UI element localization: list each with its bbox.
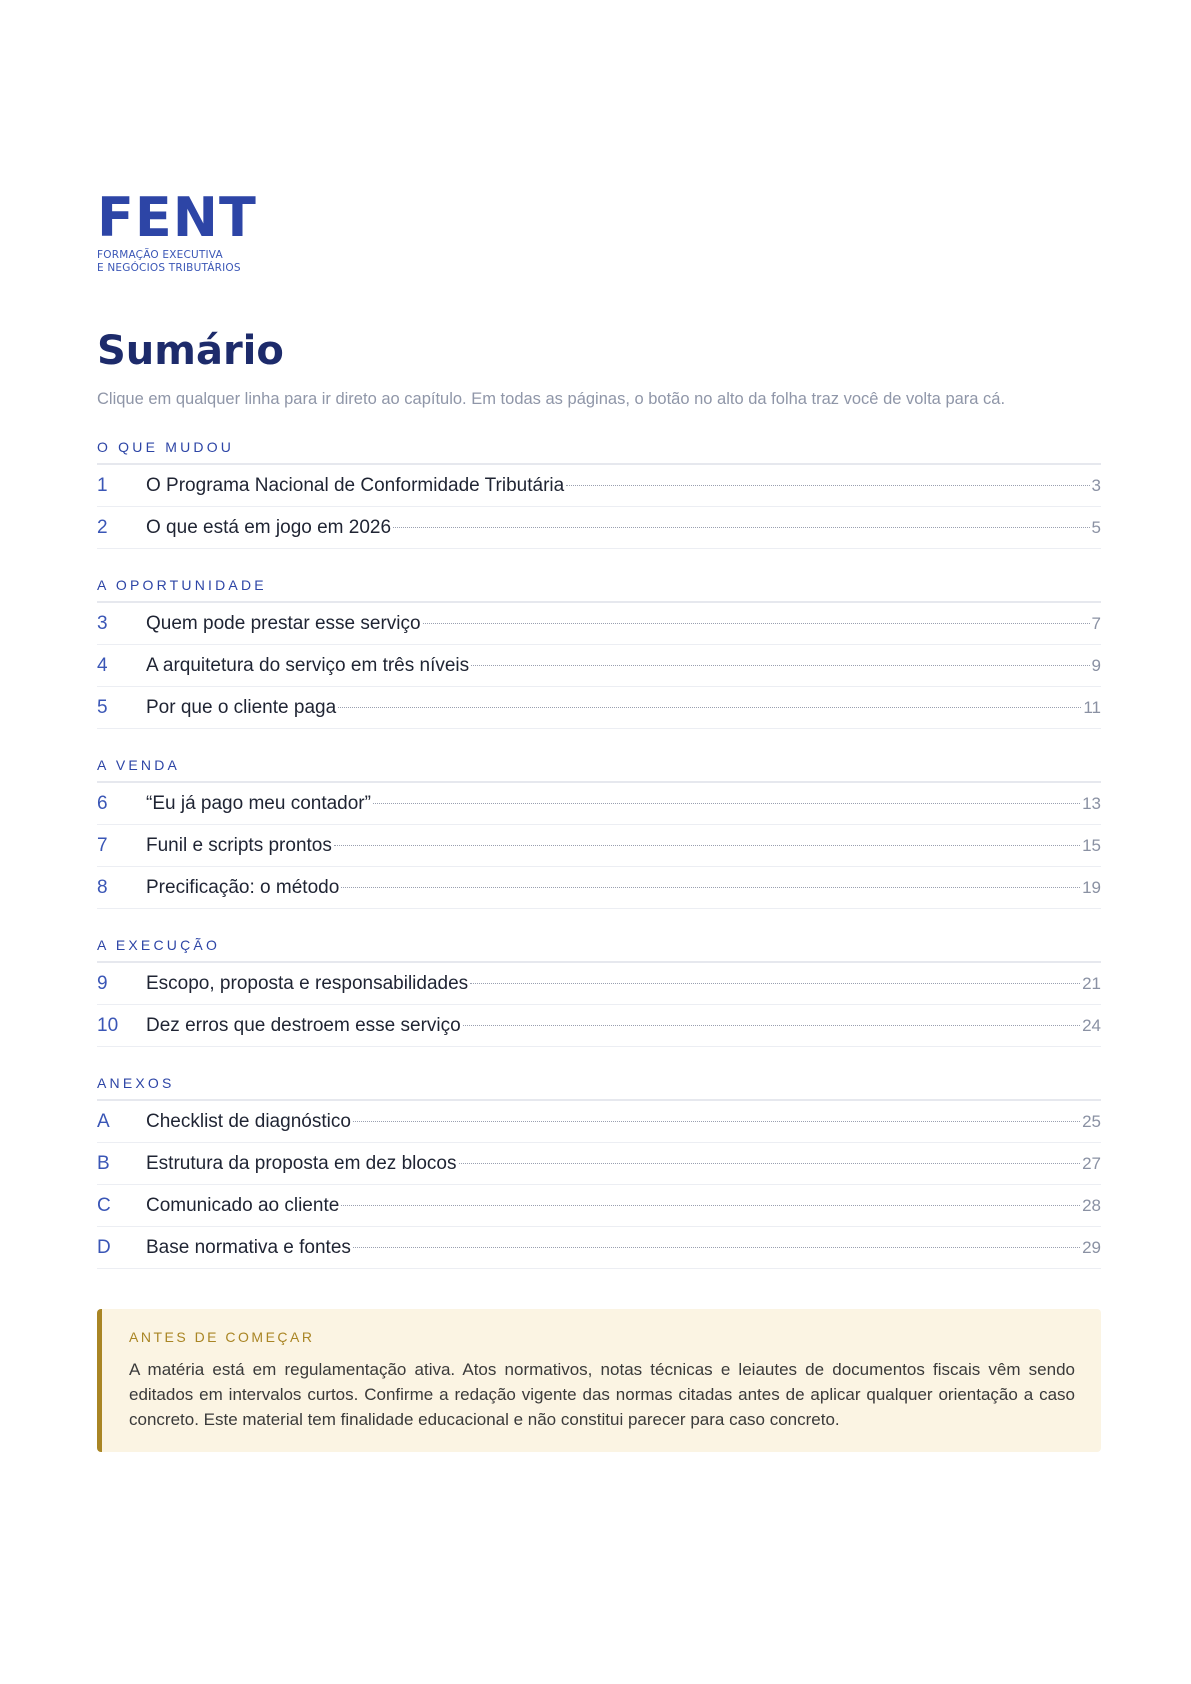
toc-entry-page: 13 <box>1082 794 1101 813</box>
toc-entry-title: Precificação: o método <box>146 877 340 898</box>
toc-entry-title: Funil e scripts prontos <box>146 835 332 856</box>
toc-entry-page: 9 <box>1091 656 1101 675</box>
toc-entry-title: O que está em jogo em 2026 <box>146 517 392 538</box>
toc-entry-page: 19 <box>1082 878 1101 897</box>
intro-text: Clique em qualquer linha para ir direto ao capítulo. Em todas as páginas, o botão no alto da folha traz você de volta para cá. <box>97 390 1006 408</box>
dot-leader <box>423 623 1090 624</box>
dot-leader <box>353 1247 1080 1248</box>
logo-wordmark: FENT <box>97 186 257 249</box>
toc-entry[interactable] <box>97 867 1101 909</box>
notice-text: A matéria está em regulamentação ativa. Atos normativos, notas técnicas e leiautes de documentos fiscais vêm sendo editados em intervalos curtos. Confirme a redação vigente das normas citadas antes de aplicar qualquer orientação a caso concreto. Este material tem finalidade educacional e não constitui parecer para caso concreto. <box>129 1360 1075 1429</box>
toc-entry-page: 3 <box>1091 476 1101 495</box>
toc-entry-number: 3 <box>97 613 108 634</box>
toc-entry[interactable] <box>97 825 1101 867</box>
toc-entry-page: 15 <box>1082 836 1101 855</box>
toc-entry-number: 4 <box>97 655 108 676</box>
content <box>97 186 1101 1452</box>
section-label: A EXECUÇÃO <box>97 937 1101 963</box>
toc-entry[interactable] <box>97 963 1101 1005</box>
toc-entry[interactable] <box>97 1227 1101 1269</box>
toc-entry[interactable] <box>97 1101 1101 1143</box>
dot-leader <box>463 1025 1080 1026</box>
dot-leader <box>459 1163 1081 1164</box>
toc-entry-page: 5 <box>1091 518 1101 537</box>
toc-entry-number: 8 <box>97 877 108 898</box>
section-label: A VENDA <box>97 757 1101 783</box>
dot-leader <box>470 983 1080 984</box>
section-label: ANEXOS <box>97 1075 1101 1101</box>
toc-entry-page: 27 <box>1082 1154 1101 1173</box>
toc-entry-number: A <box>97 1111 110 1132</box>
toc-entry-page: 11 <box>1083 698 1101 717</box>
toc-entry[interactable] <box>97 603 1101 645</box>
toc-entry-title: Dez erros que destroem esse serviço <box>146 1015 461 1036</box>
toc-entry-page: 25 <box>1082 1112 1101 1131</box>
dot-leader <box>373 803 1080 804</box>
toc-entry-number: B <box>97 1153 110 1174</box>
logo-tagline-line1: FORMAÇÃO EXECUTIVA <box>97 249 223 261</box>
table-of-contents <box>97 439 1101 1269</box>
toc-entry-title: A arquitetura do serviço em três níveis <box>146 655 470 676</box>
toc-entry-number: 2 <box>97 517 108 538</box>
dot-leader <box>334 845 1080 846</box>
toc-entry-title: Estrutura da proposta em dez blocos <box>146 1153 457 1174</box>
toc-entry[interactable] <box>97 1005 1101 1047</box>
page-title: Sumário <box>97 328 284 374</box>
toc-entry-number: 7 <box>97 835 108 856</box>
toc-entry-title: Escopo, proposta e responsabilidades <box>146 973 469 994</box>
section-label: A OPORTUNIDADE <box>97 577 1101 603</box>
toc-entry-number: C <box>97 1195 111 1216</box>
dot-leader <box>338 707 1081 708</box>
toc-entry-title: Base normativa e fontes <box>146 1237 351 1258</box>
fent-logo <box>97 186 1101 278</box>
logo-tagline-line2: E NEGÓCIOS TRIBUTÁRIOS <box>97 262 241 274</box>
toc-entry[interactable] <box>97 645 1101 687</box>
toc-entry-title: “Eu já pago meu contador” <box>146 793 371 814</box>
dot-leader <box>393 527 1089 528</box>
toc-entry-number: 9 <box>97 973 108 994</box>
toc-entry[interactable] <box>97 1143 1101 1185</box>
toc-entry-title: Quem pode prestar esse serviço <box>146 613 421 634</box>
toc-entry-number: 6 <box>97 793 108 814</box>
toc-entry-number: 10 <box>97 1015 119 1036</box>
notice-title: ANTES DE COMEÇAR <box>129 1329 315 1345</box>
toc-entry-page: 24 <box>1082 1016 1101 1035</box>
dot-leader <box>566 485 1089 486</box>
toc-entry-title: O Programa Nacional de Conformidade Tributária <box>146 475 565 496</box>
toc-entry-title: Por que o cliente paga <box>146 697 337 718</box>
dot-leader <box>341 1205 1080 1206</box>
toc-entry-page: 29 <box>1082 1238 1101 1257</box>
section-label: O QUE MUDOU <box>97 439 1101 465</box>
toc-entry-page: 7 <box>1091 614 1101 633</box>
toc-entry[interactable] <box>97 507 1101 549</box>
toc-entry-number: 5 <box>97 697 108 718</box>
toc-entry[interactable] <box>97 1185 1101 1227</box>
toc-entry-page: 28 <box>1082 1196 1101 1215</box>
toc-entry[interactable] <box>97 687 1101 729</box>
toc-entry-number: 1 <box>97 475 108 496</box>
logo-tagline <box>97 249 1101 275</box>
dot-leader <box>471 665 1089 666</box>
dot-leader <box>341 887 1080 888</box>
toc-entry-title: Comunicado ao cliente <box>146 1195 340 1216</box>
toc-entry-number: D <box>97 1237 111 1258</box>
toc-entry[interactable] <box>97 465 1101 507</box>
toc-entry-title: Checklist de diagnóstico <box>146 1111 351 1132</box>
toc-entry-page: 21 <box>1082 974 1101 993</box>
notice-box <box>97 1309 1101 1452</box>
toc-entry[interactable] <box>97 783 1101 825</box>
dot-leader <box>353 1121 1080 1122</box>
